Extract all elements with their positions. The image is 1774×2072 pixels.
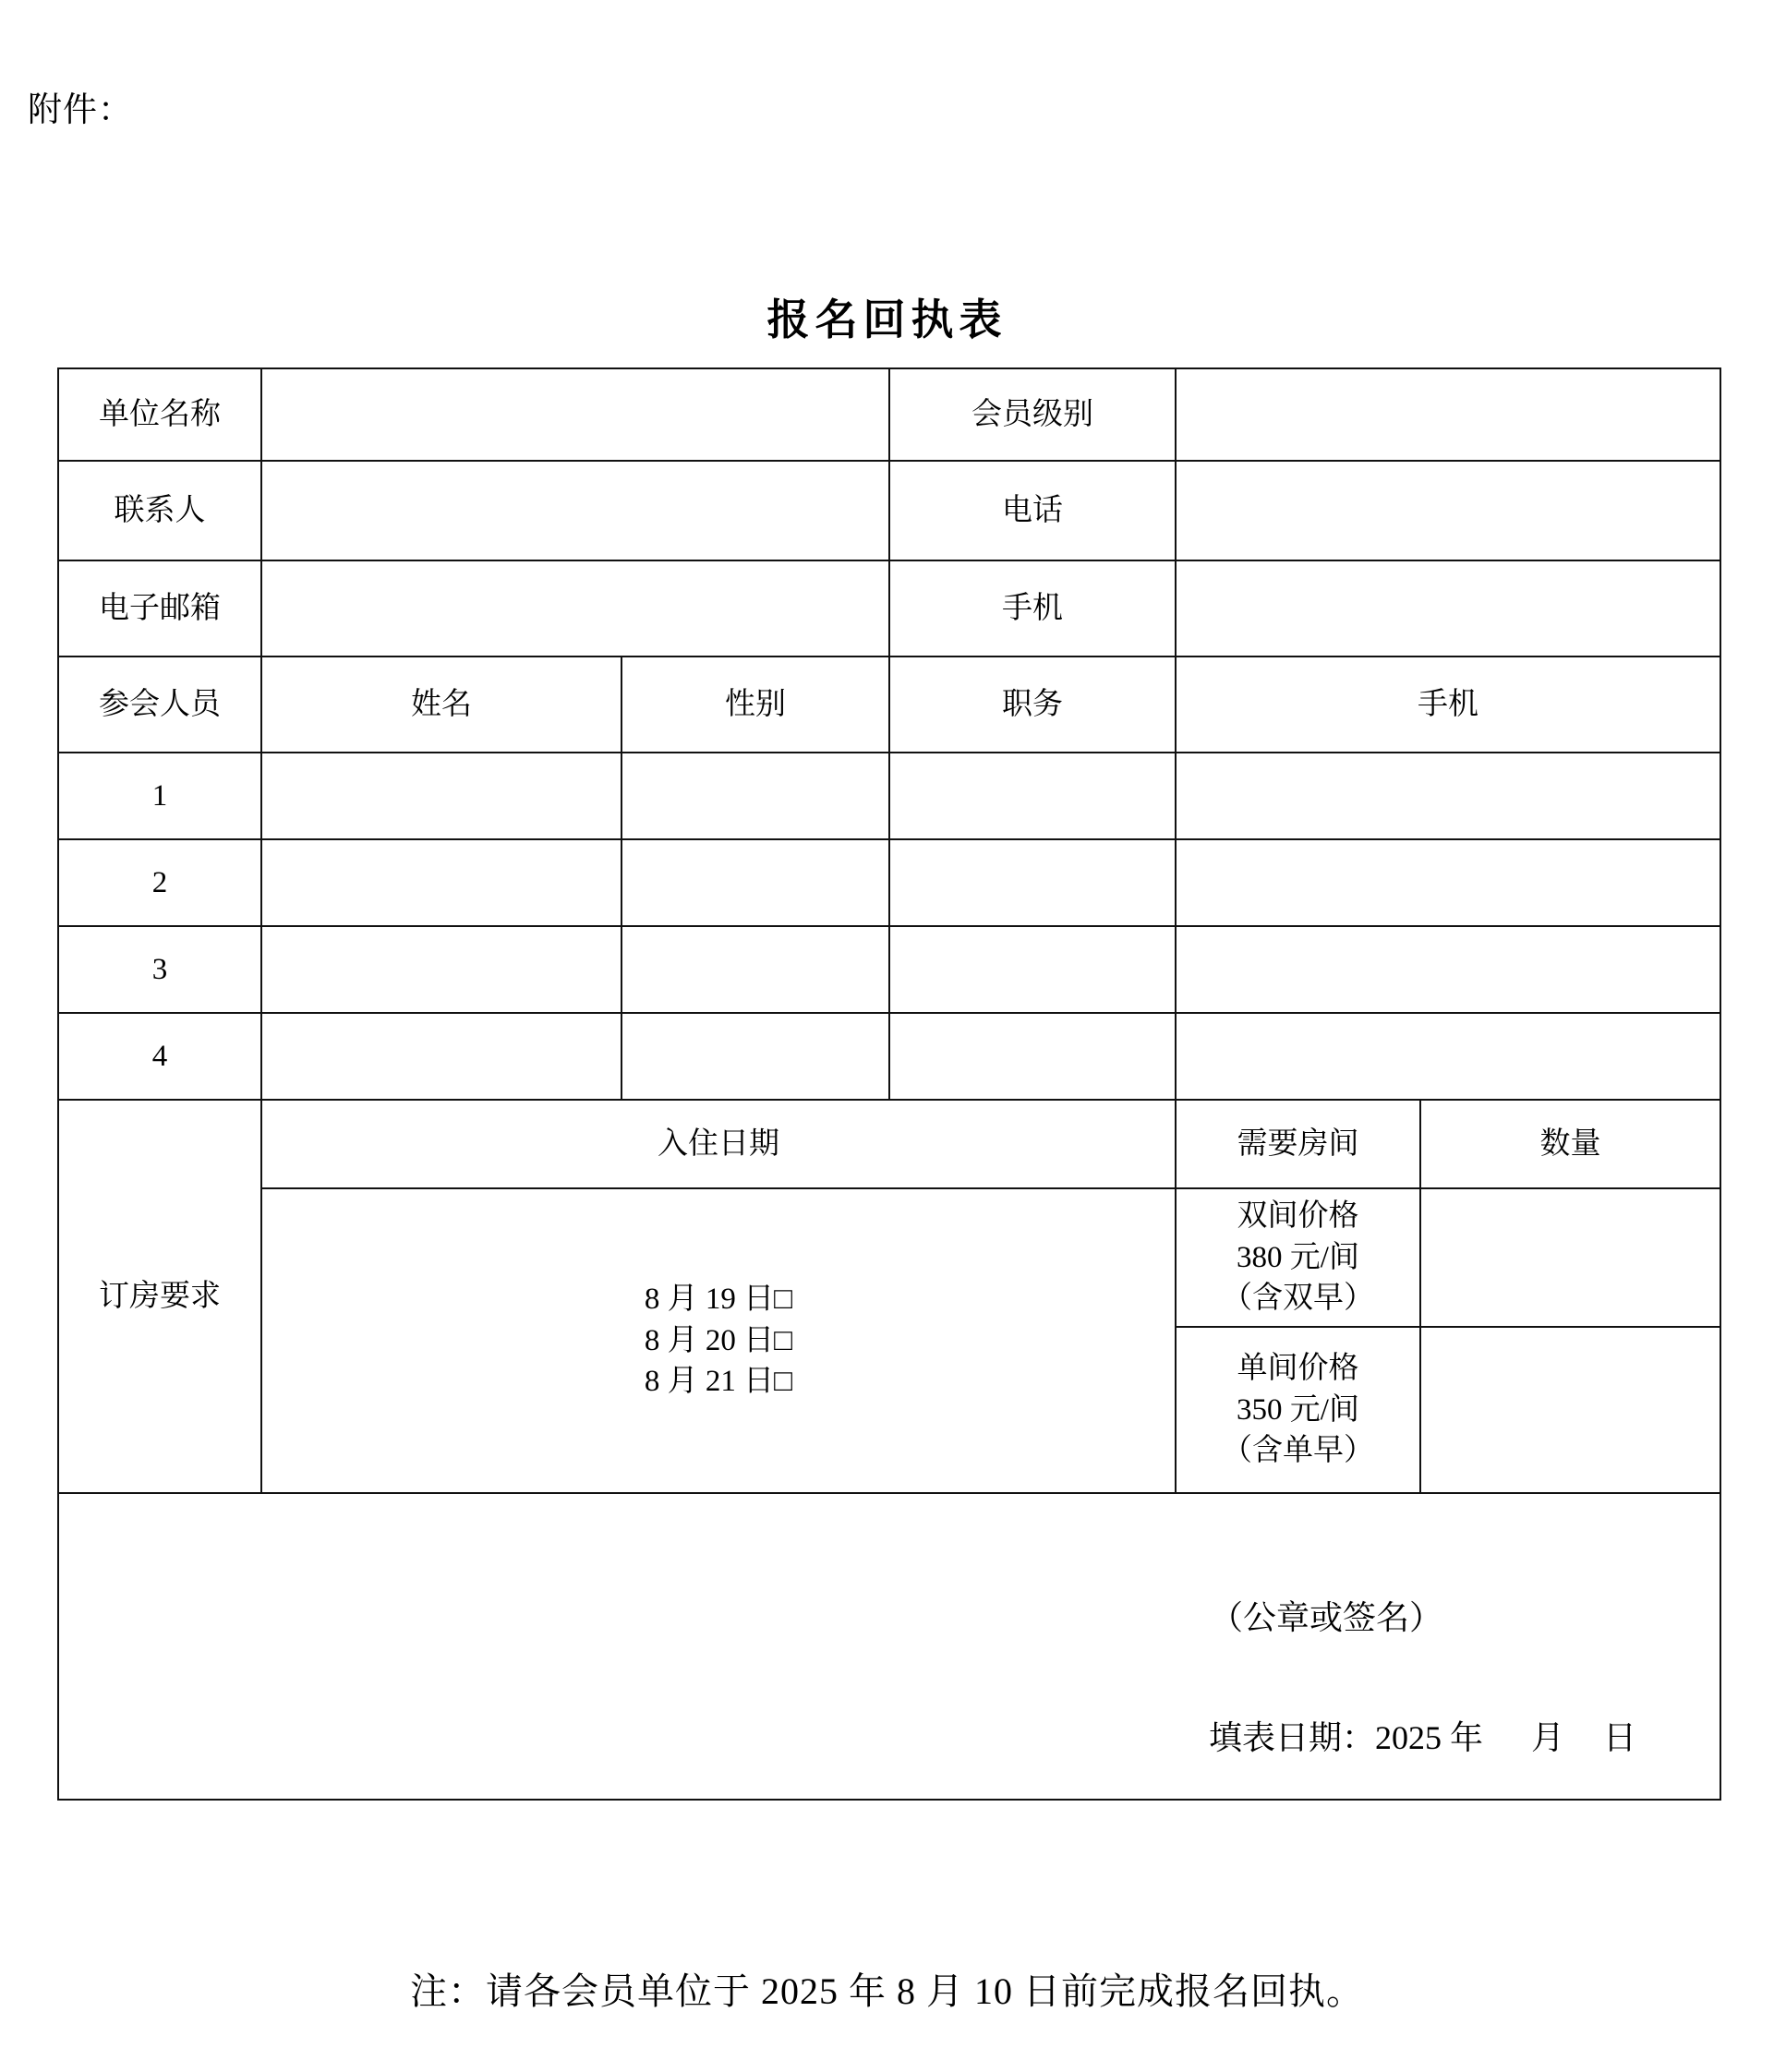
booking-header-row — [58, 1100, 1720, 1188]
contact-label: 联系人 — [58, 461, 261, 560]
unit-name-input[interactable] — [261, 368, 889, 461]
attendee-mobile-input[interactable] — [1176, 839, 1720, 926]
double-room-line2: 380 元/间 — [1237, 1240, 1359, 1274]
checkin-dates-options[interactable] — [261, 1188, 1176, 1493]
attendee-index: 1 — [58, 753, 261, 839]
attendee-gender-input[interactable] — [622, 753, 889, 839]
email-input[interactable] — [261, 560, 889, 657]
attendee-name-input[interactable] — [261, 839, 622, 926]
fill-date-prefix: 填表日期：2025 年 — [1208, 1719, 1483, 1756]
table-row — [58, 839, 1720, 926]
unit-name-label: 单位名称 — [58, 368, 261, 461]
room-need-header: 需要房间 — [1176, 1100, 1420, 1188]
column-header-gender: 性别 — [622, 657, 889, 753]
attendee-gender-input[interactable] — [622, 926, 889, 1013]
attendee-mobile-input[interactable] — [1176, 753, 1720, 839]
booking-double-row — [58, 1188, 1720, 1327]
checkin-date-option-2[interactable]: 8 月 20 日□ — [644, 1323, 793, 1357]
table-row — [58, 368, 1720, 461]
attendee-position-input[interactable] — [889, 753, 1176, 839]
attendee-gender-input[interactable] — [622, 839, 889, 926]
attendee-gender-input[interactable] — [622, 1013, 889, 1100]
single-room-line1: 单间价格 — [1237, 1352, 1359, 1386]
stamp-text: （公章或签名） — [1209, 1599, 1442, 1636]
signature-row — [58, 1493, 1720, 1800]
table-row — [58, 560, 1720, 657]
attendee-index: 2 — [58, 839, 261, 926]
table-row — [58, 753, 1720, 839]
attachment-label: 附件： — [28, 91, 133, 129]
phone-label: 电话 — [889, 461, 1176, 560]
single-room-price — [1176, 1327, 1420, 1493]
fill-date-day-unit: 日 — [1602, 1719, 1636, 1756]
page-title: 报名回执表 — [766, 296, 1008, 343]
quantity-header: 数量 — [1420, 1100, 1720, 1188]
phone-input[interactable] — [1176, 461, 1720, 560]
registration-form-table — [57, 367, 1721, 1801]
double-room-line1: 双间价格 — [1237, 1199, 1359, 1234]
attendee-name-input[interactable] — [261, 1013, 622, 1100]
table-row — [58, 461, 1720, 560]
attendee-index: 4 — [58, 1013, 261, 1100]
deadline-note: 注：请各会员单位于 2025 年 8 月 10 日前完成报名回执。 — [410, 1970, 1364, 2012]
column-header-mobile: 手机 — [1176, 657, 1720, 753]
attendee-mobile-input[interactable] — [1176, 1013, 1720, 1100]
email-label: 电子邮箱 — [58, 560, 261, 657]
table-row — [58, 1013, 1720, 1100]
attendee-mobile-input[interactable] — [1176, 926, 1720, 1013]
double-room-price — [1176, 1188, 1420, 1327]
checkin-date-option-1[interactable]: 8 月 19 日□ — [644, 1283, 793, 1317]
checkin-date-option-3[interactable]: 8 月 21 日□ — [644, 1365, 793, 1399]
member-level-input[interactable] — [1176, 368, 1720, 461]
attendee-name-input[interactable] — [261, 926, 622, 1013]
attendees-header-row — [58, 657, 1720, 753]
fill-date-line — [1209, 1716, 1636, 1761]
mobile-label: 手机 — [889, 560, 1176, 657]
signature-cell — [58, 1493, 1720, 1800]
attendee-index: 3 — [58, 926, 261, 1013]
single-room-line3: （含单早） — [1222, 1434, 1374, 1468]
column-header-name: 姓名 — [261, 657, 622, 753]
double-room-line3: （含双早） — [1222, 1282, 1374, 1316]
stamp-area — [59, 1494, 1720, 1799]
contact-input[interactable] — [261, 461, 889, 560]
attendee-name-input[interactable] — [261, 753, 622, 839]
mobile-input[interactable] — [1176, 560, 1720, 657]
attendee-position-input[interactable] — [889, 926, 1176, 1013]
double-room-quantity-input[interactable] — [1420, 1188, 1720, 1327]
column-header-position: 职务 — [889, 657, 1176, 753]
checkin-date-header: 入住日期 — [261, 1100, 1176, 1188]
booking-label: 订房要求 — [58, 1100, 261, 1493]
table-row — [58, 926, 1720, 1013]
attendees-label: 参会人员 — [58, 657, 261, 753]
single-room-line2: 350 元/间 — [1237, 1392, 1359, 1427]
attendee-position-input[interactable] — [889, 1013, 1176, 1100]
fill-date-month-unit: 月 — [1530, 1719, 1564, 1756]
attendee-position-input[interactable] — [889, 839, 1176, 926]
member-level-label: 会员级别 — [889, 368, 1176, 461]
single-room-quantity-input[interactable] — [1420, 1327, 1720, 1493]
